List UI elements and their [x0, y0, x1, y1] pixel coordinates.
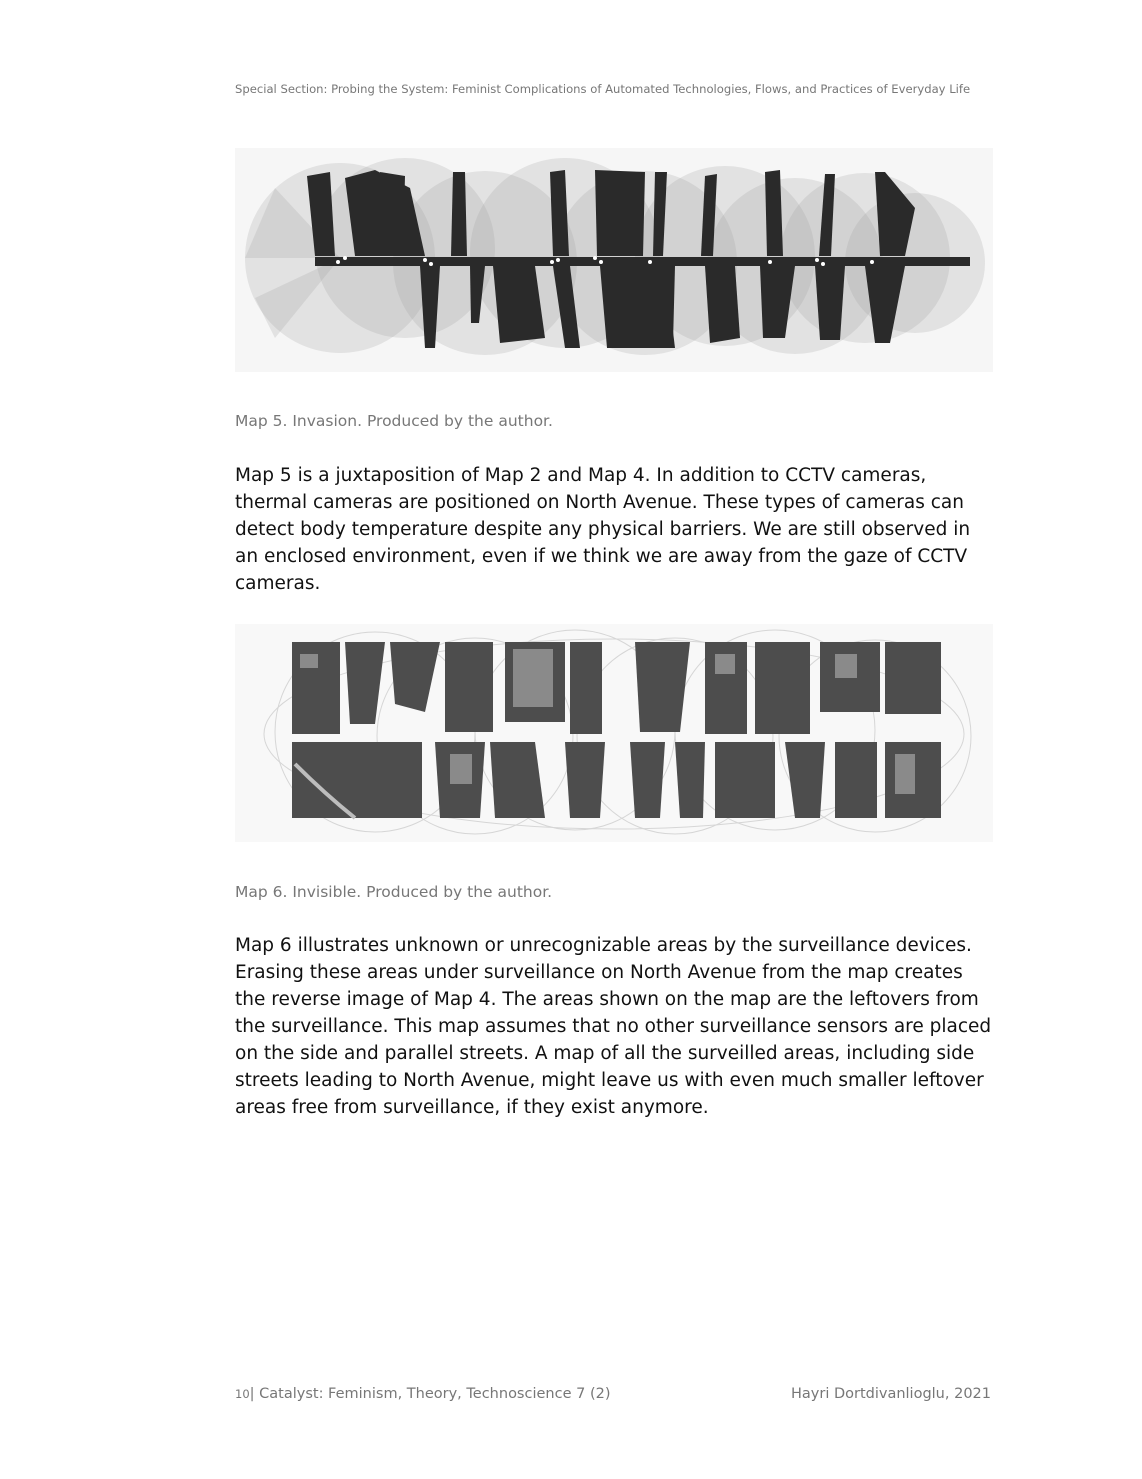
footer-author: Hayri Dortdivanlioglu, 2021	[790, 1386, 991, 1402]
surveillance-map-invasion-image	[235, 148, 993, 372]
footer-journal	[235, 1386, 610, 1402]
surveillance-map-invisible-image	[235, 624, 993, 842]
map-6-figure	[235, 624, 993, 842]
running-header: Special Section: Probing the System: Feminist Complications of Automated Technologies, Flows, and Practices of Everyday Life	[235, 82, 971, 96]
map-5-caption: Map 5. Invasion. Produced by the author.	[235, 412, 553, 430]
paragraph-map-5: Map 5 is a juxtaposition of Map 2 and Map 4. In addition to CCTV cameras, thermal cameras are positioned on North Avenue. These types of cameras can detect body temperature despite any physical barriers. We are still observed in an enclosed environment, even if we think we are away from the gaze of CCTV cameras.	[235, 465, 971, 594]
map-6-caption: Map 6. Invisible. Produced by the author.	[235, 883, 553, 901]
map-5-figure	[235, 148, 993, 372]
journal-title: | Catalyst: Feminism, Theory, Technoscience 7 (2)	[249, 1386, 611, 1402]
paragraph-map-6: Map 6 illustrates unknown or unrecognizable areas by the surveillance devices. Erasing these areas under surveillance on North Avenue from the map creates the reverse image of Map 4. The areas shown on the map are the leftovers from the surveillance. This map assumes that no other surveillance sensors are placed on the side and parallel streets. A map of all the surveilled areas, including side streets leading to North Avenue, might leave us with even much smaller leftover areas free from surveillance, if they exist anymore.	[235, 935, 992, 1118]
page-number: 10	[235, 1387, 250, 1401]
